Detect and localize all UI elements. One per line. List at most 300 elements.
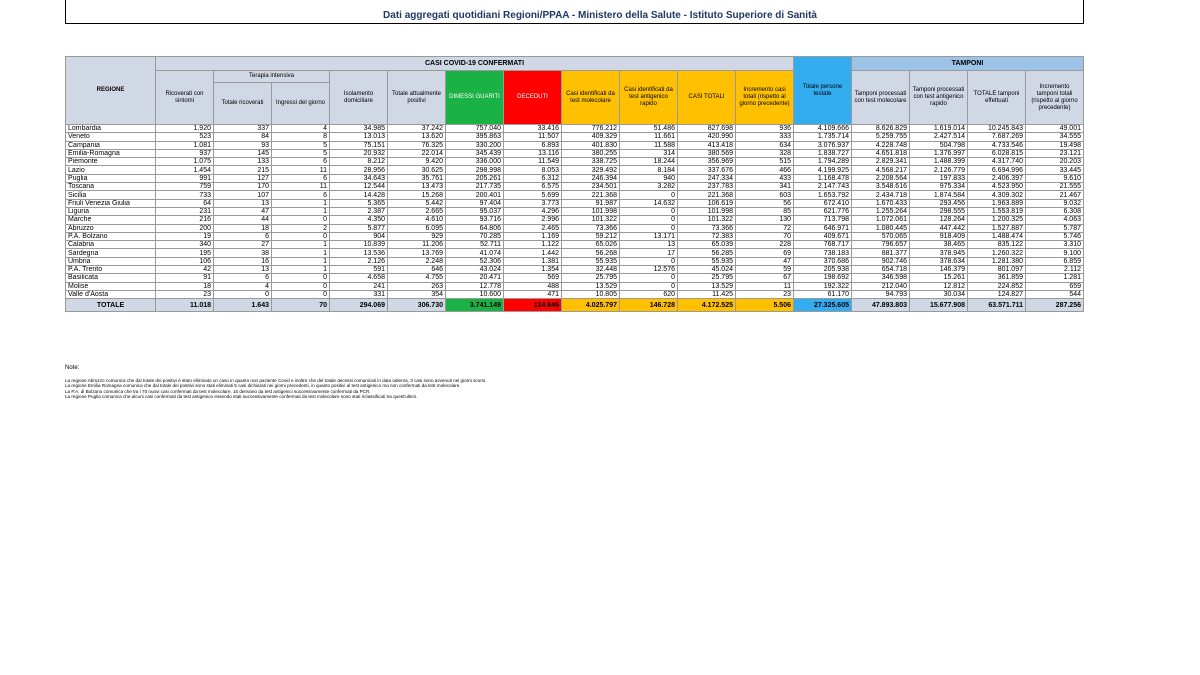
value-cell: 21.555 bbox=[1026, 183, 1084, 191]
value-cell: 43.024 bbox=[446, 266, 504, 274]
value-cell: 634 bbox=[736, 141, 794, 149]
value-cell: 447.442 bbox=[910, 224, 968, 232]
value-cell: 337 bbox=[214, 125, 272, 133]
value-cell: 192.322 bbox=[794, 282, 852, 290]
value-cell: 101.322 bbox=[678, 216, 736, 224]
value-cell: 1.080.445 bbox=[852, 224, 910, 232]
table-row bbox=[66, 141, 1084, 149]
value-cell: 22.014 bbox=[388, 149, 446, 157]
value-cell: 314 bbox=[620, 149, 678, 157]
value-cell: 69 bbox=[736, 249, 794, 257]
value-cell: 298.998 bbox=[446, 166, 504, 174]
value-cell: 298.555 bbox=[910, 207, 968, 215]
value-cell: 5.442 bbox=[388, 199, 446, 207]
value-cell: 488 bbox=[504, 282, 562, 290]
value-cell: 146.728 bbox=[620, 299, 678, 312]
value-cell: 212.040 bbox=[852, 282, 910, 290]
value-cell: 205.261 bbox=[446, 174, 504, 182]
value-cell: 338.725 bbox=[562, 158, 620, 166]
value-cell: 3.548.616 bbox=[852, 183, 910, 191]
value-cell: 5.787 bbox=[1026, 224, 1084, 232]
table-body bbox=[66, 125, 1084, 312]
value-cell: 1.168.478 bbox=[794, 174, 852, 182]
value-cell: 200.401 bbox=[446, 191, 504, 199]
value-cell: 0 bbox=[620, 191, 678, 199]
value-cell: 1.963.889 bbox=[968, 199, 1026, 207]
value-cell: 306.730 bbox=[388, 299, 446, 312]
group-tamponi: TAMPONI bbox=[852, 57, 1084, 71]
table-row bbox=[66, 191, 1084, 199]
value-cell: 13.529 bbox=[562, 282, 620, 290]
value-cell: 1 bbox=[272, 266, 330, 274]
header-tamp-molecolare: Tamponi processati con test molecolare bbox=[852, 71, 910, 125]
group-casi-confermati: CASI COVID-19 CONFERMATI bbox=[156, 57, 794, 71]
value-cell: 84 bbox=[214, 133, 272, 141]
value-cell: 4.296 bbox=[504, 207, 562, 215]
value-cell: 11.206 bbox=[388, 241, 446, 249]
value-cell: 25.795 bbox=[562, 274, 620, 282]
value-cell: 2.665 bbox=[388, 207, 446, 215]
value-cell: 241 bbox=[330, 282, 388, 290]
value-cell: 52.306 bbox=[446, 257, 504, 265]
value-cell: 11.549 bbox=[504, 158, 562, 166]
table-row bbox=[66, 125, 1084, 133]
value-cell: 0 bbox=[214, 290, 272, 298]
value-cell: 0 bbox=[272, 282, 330, 290]
value-cell: 221.368 bbox=[562, 191, 620, 199]
value-cell: 1.081 bbox=[156, 141, 214, 149]
header-totale-positivi: Totale attualmente positivi bbox=[388, 71, 446, 125]
region-name-cell: Toscana bbox=[66, 183, 156, 191]
region-name-cell: Friuli Venezia Giulia bbox=[66, 199, 156, 207]
value-cell: 21.467 bbox=[1026, 191, 1084, 199]
value-cell: 345.439 bbox=[446, 149, 504, 157]
value-cell: 5.365 bbox=[330, 199, 388, 207]
value-cell: 6 bbox=[214, 232, 272, 240]
value-cell: 378.634 bbox=[910, 257, 968, 265]
value-cell: 56 bbox=[736, 199, 794, 207]
value-cell: 2.248 bbox=[388, 257, 446, 265]
value-cell: 6.095 bbox=[388, 224, 446, 232]
value-cell: 65.039 bbox=[678, 241, 736, 249]
value-cell: 0 bbox=[272, 232, 330, 240]
header-casi-molecolare: Casi identificati da test molecolare bbox=[562, 71, 620, 125]
value-cell: 1.643 bbox=[214, 299, 272, 312]
table-row bbox=[66, 149, 1084, 157]
value-cell: 72.383 bbox=[678, 232, 736, 240]
value-cell: 55.935 bbox=[678, 257, 736, 265]
value-cell: 20.932 bbox=[330, 149, 388, 157]
value-cell: 1.072.061 bbox=[852, 216, 910, 224]
value-cell: 759 bbox=[156, 183, 214, 191]
value-cell: 466 bbox=[736, 166, 794, 174]
value-cell: 2.147.743 bbox=[794, 183, 852, 191]
value-cell: 6.893 bbox=[504, 141, 562, 149]
value-cell: 4.228.748 bbox=[852, 141, 910, 149]
value-cell: 646 bbox=[388, 266, 446, 274]
value-cell: 420.990 bbox=[678, 133, 736, 141]
value-cell: 127 bbox=[214, 174, 272, 182]
total-row bbox=[66, 299, 1084, 312]
value-cell: 18 bbox=[214, 224, 272, 232]
value-cell: 1.653.792 bbox=[794, 191, 852, 199]
value-cell: 217.735 bbox=[446, 183, 504, 191]
value-cell: 654.718 bbox=[852, 266, 910, 274]
table-row bbox=[66, 266, 1084, 274]
table-row bbox=[66, 249, 1084, 257]
value-cell: 18.244 bbox=[620, 158, 678, 166]
region-name-cell: P.A. Bolzano bbox=[66, 232, 156, 240]
value-cell: 93 bbox=[214, 141, 272, 149]
value-cell: 1.874.584 bbox=[910, 191, 968, 199]
value-cell: 3.310 bbox=[1026, 241, 1084, 249]
value-cell: 6 bbox=[272, 174, 330, 182]
value-cell: 5.699 bbox=[504, 191, 562, 199]
value-cell: 796.657 bbox=[852, 241, 910, 249]
value-cell: 19 bbox=[156, 232, 214, 240]
header-persone-testate: Totale persone testate bbox=[794, 57, 852, 125]
notes-section bbox=[65, 366, 765, 400]
region-name-cell: Liguria bbox=[66, 207, 156, 215]
value-cell: 341 bbox=[736, 183, 794, 191]
region-name-cell: Puglia bbox=[66, 174, 156, 182]
value-cell: 6.308 bbox=[1026, 207, 1084, 215]
value-cell: 10.600 bbox=[446, 290, 504, 298]
value-cell: 3.076.937 bbox=[794, 141, 852, 149]
value-cell: 287.256 bbox=[1026, 299, 1084, 312]
value-cell: 28.956 bbox=[330, 166, 388, 174]
value-cell: 13 bbox=[214, 199, 272, 207]
value-cell: 620 bbox=[620, 290, 678, 298]
value-cell: 7.687.269 bbox=[968, 133, 1026, 141]
value-cell: 672.410 bbox=[794, 199, 852, 207]
region-name-cell: Campania bbox=[66, 141, 156, 149]
value-cell: 33.445 bbox=[1026, 166, 1084, 174]
value-cell: 72 bbox=[736, 224, 794, 232]
value-cell: 47.893.803 bbox=[852, 299, 910, 312]
value-cell: 33.416 bbox=[504, 125, 562, 133]
region-name-cell: Lombardia bbox=[66, 125, 156, 133]
header-tamp-antigenico: Tamponi processati con test antigenico rapido bbox=[910, 71, 968, 125]
value-cell: 195 bbox=[156, 249, 214, 257]
value-cell: 11.425 bbox=[678, 290, 736, 298]
value-cell: 0 bbox=[620, 282, 678, 290]
value-cell: 170 bbox=[214, 183, 272, 191]
value-cell: 234.501 bbox=[562, 183, 620, 191]
value-cell: 263 bbox=[388, 282, 446, 290]
value-cell: 59 bbox=[736, 266, 794, 274]
table-row bbox=[66, 232, 1084, 240]
note-line: La regione Puglia comunica che alcuni casi confermati da test antigenico essendo stati successivamente confermati da test molecolare sono stati riclassificati tra quest'ultimi. bbox=[65, 394, 418, 400]
value-cell: 4.109.666 bbox=[794, 125, 852, 133]
value-cell: 205.938 bbox=[794, 266, 852, 274]
value-cell: 15.677.908 bbox=[910, 299, 968, 312]
value-cell: 591 bbox=[330, 266, 388, 274]
value-cell: 11.018 bbox=[156, 299, 214, 312]
value-cell: 11.661 bbox=[620, 133, 678, 141]
value-cell: 380.569 bbox=[678, 149, 736, 157]
value-cell: 1.527.887 bbox=[968, 224, 1026, 232]
value-cell: 197.833 bbox=[910, 174, 968, 182]
value-cell: 61.170 bbox=[794, 290, 852, 298]
value-cell: 4.568.217 bbox=[852, 166, 910, 174]
value-cell: 1.169 bbox=[504, 232, 562, 240]
value-cell: 95.037 bbox=[446, 207, 504, 215]
value-cell: 11 bbox=[272, 166, 330, 174]
value-cell: 41.074 bbox=[446, 249, 504, 257]
value-cell: 8.626.829 bbox=[852, 125, 910, 133]
value-cell: 0 bbox=[272, 290, 330, 298]
covid-data-table bbox=[65, 56, 1084, 312]
value-cell: 75.151 bbox=[330, 141, 388, 149]
table-row bbox=[66, 224, 1084, 232]
value-cell: 1.838.727 bbox=[794, 149, 852, 157]
header-incremento: Incremento casi totali (rispetto al giorno precedente) bbox=[736, 71, 794, 125]
value-cell: 6.028.815 bbox=[968, 149, 1026, 157]
value-cell: 570.065 bbox=[852, 232, 910, 240]
value-cell: 231 bbox=[156, 207, 214, 215]
table-row bbox=[66, 241, 1084, 249]
value-cell: 603 bbox=[736, 191, 794, 199]
value-cell: 329.492 bbox=[562, 166, 620, 174]
value-cell: 6.575 bbox=[504, 183, 562, 191]
value-cell: 47 bbox=[736, 257, 794, 265]
value-cell: 5 bbox=[272, 141, 330, 149]
value-cell: 409.329 bbox=[562, 133, 620, 141]
value-cell: 25.795 bbox=[678, 274, 736, 282]
value-cell: 936 bbox=[736, 125, 794, 133]
value-cell: 13.620 bbox=[388, 133, 446, 141]
value-cell: 9.610 bbox=[1026, 174, 1084, 182]
value-cell: 224.852 bbox=[968, 282, 1026, 290]
note-line: La regione Abruzzo comunica che dal totale dei positivi è stato eliminato un caso in quanto non paziente Covid e inoltre che del totale decessi comunicati in data odierna, 3 casi sono avvenuti nei giorni scorsi. bbox=[65, 377, 487, 383]
value-cell: 646.971 bbox=[794, 224, 852, 232]
value-cell: 330.200 bbox=[446, 141, 504, 149]
value-cell: 13 bbox=[214, 266, 272, 274]
region-name-cell: TOTALE bbox=[66, 299, 156, 312]
value-cell: 0 bbox=[620, 207, 678, 215]
value-cell: 370.686 bbox=[794, 257, 852, 265]
value-cell: 409.671 bbox=[794, 232, 852, 240]
value-cell: 1.442 bbox=[504, 249, 562, 257]
value-cell: 106.619 bbox=[678, 199, 736, 207]
value-cell: 10.245.843 bbox=[968, 125, 1026, 133]
value-cell: 4.658 bbox=[330, 274, 388, 282]
value-cell: 56.268 bbox=[562, 249, 620, 257]
header-regione: REGIONE bbox=[66, 57, 156, 125]
value-cell: 1.670.433 bbox=[852, 199, 910, 207]
value-cell: 76.325 bbox=[388, 141, 446, 149]
table-row bbox=[66, 282, 1084, 290]
value-cell: 333 bbox=[736, 133, 794, 141]
value-cell: 621.776 bbox=[794, 207, 852, 215]
value-cell: 47 bbox=[214, 207, 272, 215]
value-cell: 1.381 bbox=[504, 257, 562, 265]
value-cell: 8.184 bbox=[620, 166, 678, 174]
value-cell: 2 bbox=[272, 224, 330, 232]
value-cell: 713.798 bbox=[794, 216, 852, 224]
value-cell: 64.806 bbox=[446, 224, 504, 232]
region-name-cell: Marche bbox=[66, 216, 156, 224]
value-cell: 11.588 bbox=[620, 141, 678, 149]
value-cell: 4.523.950 bbox=[968, 183, 1026, 191]
value-cell: 929 bbox=[388, 232, 446, 240]
table-row bbox=[66, 166, 1084, 174]
value-cell: 1.488.474 bbox=[968, 232, 1026, 240]
value-cell: 55.935 bbox=[562, 257, 620, 265]
value-cell: 70.285 bbox=[446, 232, 504, 240]
value-cell: 1 bbox=[272, 249, 330, 257]
value-cell: 34.985 bbox=[330, 125, 388, 133]
table-row bbox=[66, 158, 1084, 166]
value-cell: 1.260.322 bbox=[968, 249, 1026, 257]
value-cell: 8 bbox=[272, 133, 330, 141]
value-cell: 70 bbox=[736, 232, 794, 240]
value-cell: 8.053 bbox=[504, 166, 562, 174]
value-cell: 6 bbox=[272, 191, 330, 199]
value-cell: 8.212 bbox=[330, 158, 388, 166]
value-cell: 2.829.341 bbox=[852, 158, 910, 166]
value-cell: 10.805 bbox=[562, 290, 620, 298]
value-cell: 904 bbox=[330, 232, 388, 240]
value-cell: 378.945 bbox=[910, 249, 968, 257]
value-cell: 4.309.302 bbox=[968, 191, 1026, 199]
value-cell: 37.242 bbox=[388, 125, 446, 133]
value-cell: 38 bbox=[214, 249, 272, 257]
value-cell: 11 bbox=[272, 183, 330, 191]
value-cell: 12.576 bbox=[620, 266, 678, 274]
value-cell: 768.717 bbox=[794, 241, 852, 249]
value-cell: 0 bbox=[620, 216, 678, 224]
value-cell: 918.409 bbox=[910, 232, 968, 240]
value-cell: 433 bbox=[736, 174, 794, 182]
region-name-cell: Sicilia bbox=[66, 191, 156, 199]
value-cell: 1.920 bbox=[156, 125, 214, 133]
region-name-cell: Emilia-Romagna bbox=[66, 149, 156, 157]
value-cell: 395.863 bbox=[446, 133, 504, 141]
value-cell: 2.387 bbox=[330, 207, 388, 215]
value-cell: 1.488.399 bbox=[910, 158, 968, 166]
value-cell: 0 bbox=[620, 274, 678, 282]
value-cell: 2.996 bbox=[504, 216, 562, 224]
value-cell: 44 bbox=[214, 216, 272, 224]
value-cell: 6.312 bbox=[504, 174, 562, 182]
value-cell: 237.783 bbox=[678, 183, 736, 191]
table-row bbox=[66, 257, 1084, 265]
header-deceduti: DECEDUTI bbox=[504, 71, 562, 125]
value-cell: 247.334 bbox=[678, 174, 736, 182]
table-row bbox=[66, 207, 1084, 215]
value-cell: 356.969 bbox=[678, 158, 736, 166]
value-cell: 0 bbox=[620, 257, 678, 265]
note-line: La regione Emilia Romagna comunica che dal totale dei positivi sono stati eliminati 5 casi dichiarati nei giorni precedenti, in quanto positivi al test antigenico ma non confermati da test molecolare. bbox=[65, 383, 461, 389]
value-cell: 401.830 bbox=[562, 141, 620, 149]
value-cell: 776.212 bbox=[562, 125, 620, 133]
value-cell: 221.368 bbox=[678, 191, 736, 199]
value-cell: 27 bbox=[214, 241, 272, 249]
table-row bbox=[66, 274, 1084, 282]
header-isolamento: Isolamento domiciliare bbox=[330, 71, 388, 125]
value-cell: 13.013 bbox=[330, 133, 388, 141]
value-cell: 733 bbox=[156, 191, 214, 199]
value-cell: 14.632 bbox=[620, 199, 678, 207]
notes-title: Note: bbox=[65, 365, 80, 371]
group-terapia-intensiva: Terapia intensiva bbox=[214, 71, 330, 83]
value-cell: 1.376.997 bbox=[910, 149, 968, 157]
value-cell: 4 bbox=[272, 125, 330, 133]
value-cell: 881.377 bbox=[852, 249, 910, 257]
table-row bbox=[66, 133, 1084, 141]
value-cell: 4.651.818 bbox=[852, 149, 910, 157]
value-cell: 85 bbox=[736, 207, 794, 215]
value-cell: 49.001 bbox=[1026, 125, 1084, 133]
value-cell: 801.097 bbox=[968, 266, 1026, 274]
header-ti-totale: Totale ricoverati bbox=[214, 83, 272, 125]
value-cell: 198.692 bbox=[794, 274, 852, 282]
value-cell: 1.255.264 bbox=[852, 207, 910, 215]
value-cell: 6.694.996 bbox=[968, 166, 1026, 174]
value-cell: 216 bbox=[156, 216, 214, 224]
value-cell: 13.769 bbox=[388, 249, 446, 257]
value-cell: 200 bbox=[156, 224, 214, 232]
value-cell: 1.735.714 bbox=[794, 133, 852, 141]
page-subtitle: Dati aggregati quotidiani Regioni/PPAA - Ministero della Salute - Istituto Superiore di Sanità bbox=[383, 10, 817, 21]
value-cell: 4.350 bbox=[330, 216, 388, 224]
table-row bbox=[66, 290, 1084, 298]
value-cell: 107 bbox=[214, 191, 272, 199]
value-cell: 133 bbox=[214, 158, 272, 166]
value-cell: 20.471 bbox=[446, 274, 504, 282]
value-cell: 2.465 bbox=[504, 224, 562, 232]
region-name-cell: Molise bbox=[66, 282, 156, 290]
table-row bbox=[66, 216, 1084, 224]
value-cell: 569 bbox=[504, 274, 562, 282]
value-cell: 2.126.779 bbox=[910, 166, 968, 174]
value-cell: 3.773 bbox=[504, 199, 562, 207]
value-cell: 13.473 bbox=[388, 183, 446, 191]
region-name-cell: Umbria bbox=[66, 257, 156, 265]
region-name-cell: Veneto bbox=[66, 133, 156, 141]
value-cell: 215 bbox=[214, 166, 272, 174]
region-name-cell: Piemonte bbox=[66, 158, 156, 166]
value-cell: 340 bbox=[156, 241, 214, 249]
value-cell: 106 bbox=[156, 257, 214, 265]
table-row bbox=[66, 183, 1084, 191]
region-name-cell: P.A. Trento bbox=[66, 266, 156, 274]
value-cell: 659 bbox=[1026, 282, 1084, 290]
value-cell: 128.264 bbox=[910, 216, 968, 224]
value-cell: 293.456 bbox=[910, 199, 968, 207]
note-line: La P.A. di Bolzano comunica che tra i 70 nuovi casi confermati da test molecolare, 15 derivano da test antigenici successivamente confermati da PCR. bbox=[65, 388, 371, 394]
table-row bbox=[66, 199, 1084, 207]
value-cell: 4.025.797 bbox=[562, 299, 620, 312]
region-name-cell: Valle d'Aosta bbox=[66, 290, 156, 298]
value-cell: 13.171 bbox=[620, 232, 678, 240]
value-cell: 42 bbox=[156, 266, 214, 274]
value-cell: 10.839 bbox=[330, 241, 388, 249]
region-name-cell: Sardegna bbox=[66, 249, 156, 257]
value-cell: 0 bbox=[272, 274, 330, 282]
value-cell: 101.998 bbox=[678, 207, 736, 215]
value-cell: 32.448 bbox=[562, 266, 620, 274]
value-cell: 544 bbox=[1026, 290, 1084, 298]
table-row bbox=[66, 174, 1084, 182]
header-casi-antigenico: Casi identificati da test antigenico rapido bbox=[620, 71, 678, 125]
value-cell: 12.812 bbox=[910, 282, 968, 290]
value-cell: 64 bbox=[156, 199, 214, 207]
value-cell: 11 bbox=[736, 282, 794, 290]
value-cell: 9.100 bbox=[1026, 249, 1084, 257]
